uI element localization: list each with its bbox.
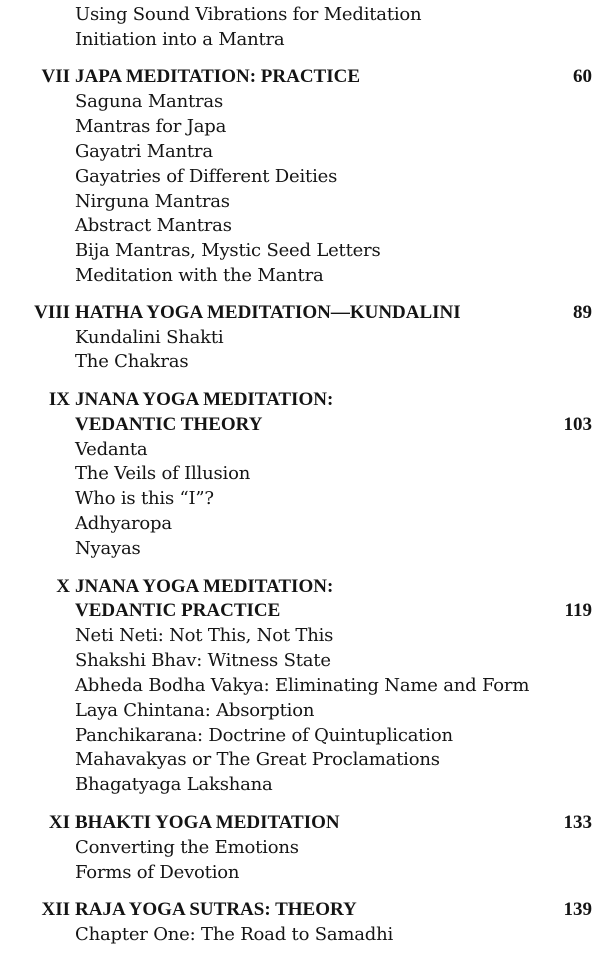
- chapter-title[interactable]: JNANA YOGA MEDITATION:: [75, 576, 334, 597]
- toc-item[interactable]: Bija Mantras, Mystic Seed Letters: [75, 240, 381, 261]
- toc-item[interactable]: Nyayas: [75, 538, 141, 559]
- chapter-page-number: 119: [564, 600, 592, 621]
- toc-item[interactable]: Laya Chintana: Absorption: [75, 700, 315, 721]
- toc-item[interactable]: Shakshi Bhav: Witness State: [75, 650, 331, 671]
- chapter-number: VII: [41, 66, 70, 87]
- toc-item[interactable]: Mantras for Japa: [75, 116, 227, 137]
- chapter-page-number: 103: [563, 414, 592, 435]
- toc-item[interactable]: Using Sound Vibrations for Meditation: [75, 4, 422, 25]
- chapter-title[interactable]: RAJA YOGA SUTRAS: THEORY: [75, 899, 357, 920]
- chapter-title[interactable]: JNANA YOGA MEDITATION:: [75, 389, 334, 410]
- toc-item[interactable]: Chapter One: The Road to Samadhi: [75, 924, 394, 945]
- toc-item[interactable]: Vedanta: [75, 439, 148, 460]
- chapter-page-number: 89: [573, 302, 592, 323]
- toc-item[interactable]: Forms of Devotion: [75, 862, 240, 883]
- chapter-title[interactable]: BHAKTI YOGA MEDITATION: [75, 812, 340, 833]
- toc-item[interactable]: The Veils of Illusion: [75, 463, 251, 484]
- chapter-number: XI: [48, 812, 70, 833]
- chapter-title[interactable]: JAPA MEDITATION: PRACTICE: [75, 66, 361, 87]
- toc-item[interactable]: Adhyaropa: [75, 513, 172, 534]
- toc-item[interactable]: Bhagatyaga Lakshana: [75, 774, 273, 795]
- chapter-number: VIII: [34, 302, 70, 323]
- toc-item[interactable]: Gayatri Mantra: [75, 141, 213, 162]
- toc-item[interactable]: Initiation into a Mantra: [75, 29, 285, 50]
- toc-item[interactable]: Nirguna Mantras: [75, 191, 230, 212]
- toc-item[interactable]: Neti Neti: Not This, Not This: [75, 625, 334, 646]
- toc-item[interactable]: Who is this “I”?: [75, 488, 214, 509]
- chapter-title-line-2[interactable]: VEDANTIC PRACTICE: [75, 600, 281, 621]
- chapter-title[interactable]: HATHA YOGA MEDITATION—KUNDALINI: [75, 302, 461, 323]
- chapter-number: X: [56, 576, 70, 597]
- chapter-number: IX: [48, 389, 70, 410]
- toc-item[interactable]: Saguna Mantras: [75, 91, 223, 112]
- toc-item[interactable]: The Chakras: [75, 351, 189, 372]
- toc-item[interactable]: Converting the Emotions: [75, 837, 299, 858]
- chapter-page-number: 133: [563, 812, 592, 833]
- toc-item[interactable]: Panchikarana: Doctrine of Quintuplication: [75, 725, 453, 746]
- chapter-page-number: 60: [573, 66, 592, 87]
- toc-item[interactable]: Abheda Bodha Vakya: Eliminating Name and Form: [75, 675, 530, 696]
- chapter-page-number: 139: [563, 899, 592, 920]
- toc-item[interactable]: Mahavakyas or The Great Proclamations: [75, 749, 440, 770]
- chapter-number: XII: [41, 899, 70, 920]
- chapter-title-line-2[interactable]: VEDANTIC THEORY: [75, 414, 263, 435]
- toc-item[interactable]: Abstract Mantras: [75, 215, 232, 236]
- toc-item[interactable]: Gayatries of Different Deities: [75, 166, 338, 187]
- toc-item[interactable]: Kundalini Shakti: [75, 327, 224, 348]
- toc-item[interactable]: Meditation with the Mantra: [75, 265, 324, 286]
